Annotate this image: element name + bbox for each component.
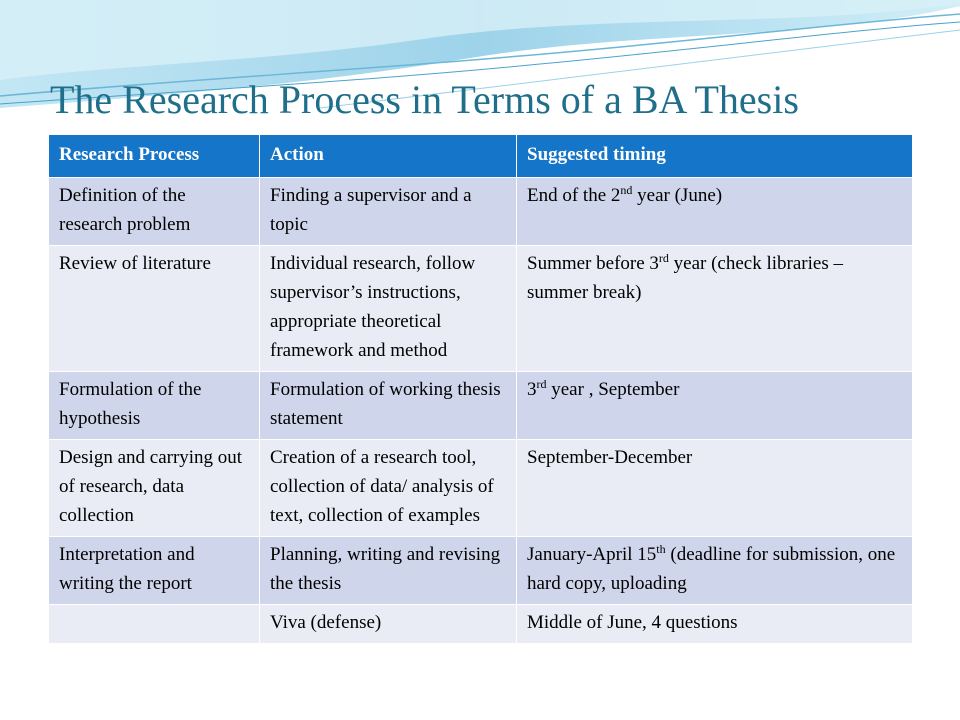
cell-timing bbox=[517, 605, 913, 644]
table-row bbox=[49, 537, 913, 605]
header-research-process: Research Process bbox=[49, 135, 260, 178]
cell-timing bbox=[517, 246, 913, 372]
table-row bbox=[49, 178, 913, 246]
ordinal-suffix: rd bbox=[658, 251, 669, 265]
cell-timing bbox=[517, 372, 913, 440]
cell-action: Formulation of working thesis statement bbox=[260, 372, 517, 440]
timing-text-rest: year (check libraries – summer break) bbox=[527, 253, 843, 303]
table-header-row bbox=[49, 135, 913, 178]
cell-timing bbox=[517, 440, 913, 537]
cell-process: Formulation of the hypothesis bbox=[49, 372, 260, 440]
research-process-table bbox=[48, 134, 913, 644]
cell-action: Finding a supervisor and a topic bbox=[260, 178, 517, 246]
cell-process bbox=[49, 605, 260, 644]
cell-action: Planning, writing and revising the thesis bbox=[260, 537, 517, 605]
timing-text-rest: year (June) bbox=[632, 185, 723, 206]
timing-text: January-April 15 bbox=[527, 544, 657, 565]
table-row bbox=[49, 440, 913, 537]
cell-action: Individual research, follow supervisor’s instructions, appropriate theoretical framework and method bbox=[260, 246, 517, 372]
cell-action: Viva (defense) bbox=[260, 605, 517, 644]
cell-action: Creation of a research tool, collection of data/ analysis of text, collection of examples bbox=[260, 440, 517, 537]
ordinal-suffix: nd bbox=[620, 183, 633, 197]
ordinal-suffix: rd bbox=[536, 377, 547, 391]
header-suggested-timing: Suggested timing bbox=[517, 135, 913, 178]
timing-text: September-December bbox=[527, 447, 693, 468]
timing-text: 3 bbox=[527, 379, 537, 400]
ordinal-suffix: th bbox=[656, 542, 666, 556]
table-row bbox=[49, 605, 913, 644]
cell-process: Design and carrying out of research, data collection bbox=[49, 440, 260, 537]
table-row bbox=[49, 246, 913, 372]
cell-timing bbox=[517, 178, 913, 246]
header-action: Action bbox=[260, 135, 517, 178]
timing-text-rest: year , September bbox=[546, 379, 680, 400]
timing-text-rest: (deadline for submission, one hard copy, uploading bbox=[527, 544, 896, 594]
page-title: The Research Process in Terms of a BA Thesis bbox=[50, 77, 799, 122]
cell-process: Interpretation and writing the report bbox=[49, 537, 260, 605]
timing-text: End of the 2 bbox=[527, 185, 621, 206]
timing-text: Middle of June, 4 questions bbox=[527, 612, 738, 633]
cell-process: Review of literature bbox=[49, 246, 260, 372]
timing-text: Summer before 3 bbox=[527, 253, 659, 274]
table-row bbox=[49, 372, 913, 440]
cell-timing bbox=[517, 537, 913, 605]
cell-process: Definition of the research problem bbox=[49, 178, 260, 246]
